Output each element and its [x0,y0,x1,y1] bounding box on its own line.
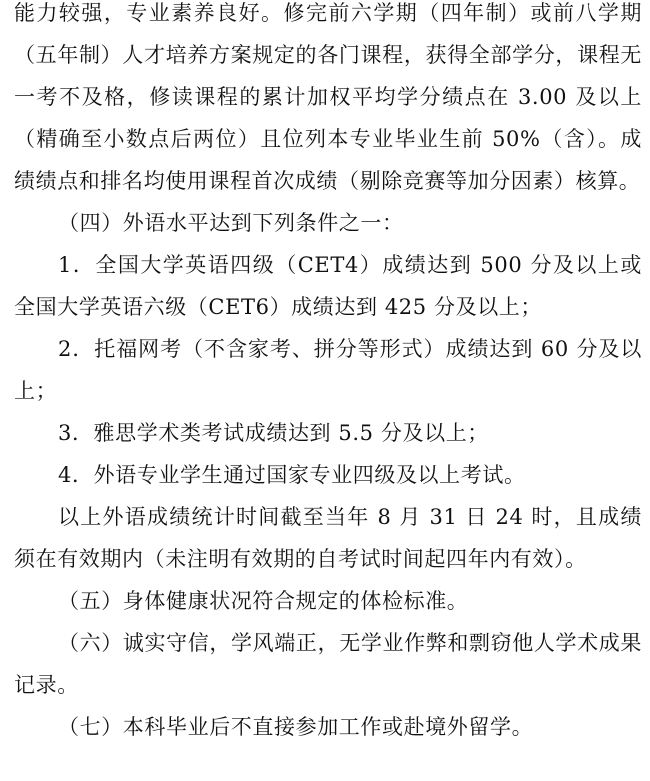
paragraph-cet-requirement: 1．全国大学英语四级（CET4）成绩达到 500 分及以上或全国大学英语六级（CET6）成绩达到 425 分及以上； [14,253,642,319]
paragraph-section-seven-postgrad: （七）本科毕业后不直接参加工作或赴境外留学。 [58,715,534,739]
paragraph-ielts-requirement: 3．雅思学术类考试成绩达到 5.5 分及以上； [58,421,489,445]
paragraph-score-validity: 以上外语成绩统计时间截至当年 8 月 31 日 24 时，且成绩须在有效期内（未注明有效期的自考试时间起四年内有效）。 [14,505,642,571]
paragraph-section-six-integrity: （六）诚实守信，学风端正，无学业作弊和剽窃他人学术成果记录。 [14,631,642,697]
paragraph-toefl-requirement: 2．托福网考（不含家考、拼分等形式）成绩达到 60 分及以上； [14,337,642,403]
paragraph-tem4-requirement: 4．外语专业学生通过国家专业四级及以上考试。 [58,463,526,487]
paragraph-section-four-heading: （四）外语水平达到下列条件之一： [58,211,404,235]
paragraph-section-five-health: （五）身体健康状况符合规定的体检标准。 [58,589,469,613]
document-body [14,0,642,748]
paragraph-eligibility-academic: 能力较强，专业素养良好。修完前六学期（四年制）或前八学期（五年制）人才培养方案规定的各门课程，获得全部学分，课程无一考不及格，修读课程的累计加权平均学分绩点在 3.00 及以上（精确至小数点后两位）且位列本专业毕业生前 50%（含）。成绩绩点和排名均使用课程首次成绩（剔除竞赛等加分因素）核算。 [14,1,642,193]
